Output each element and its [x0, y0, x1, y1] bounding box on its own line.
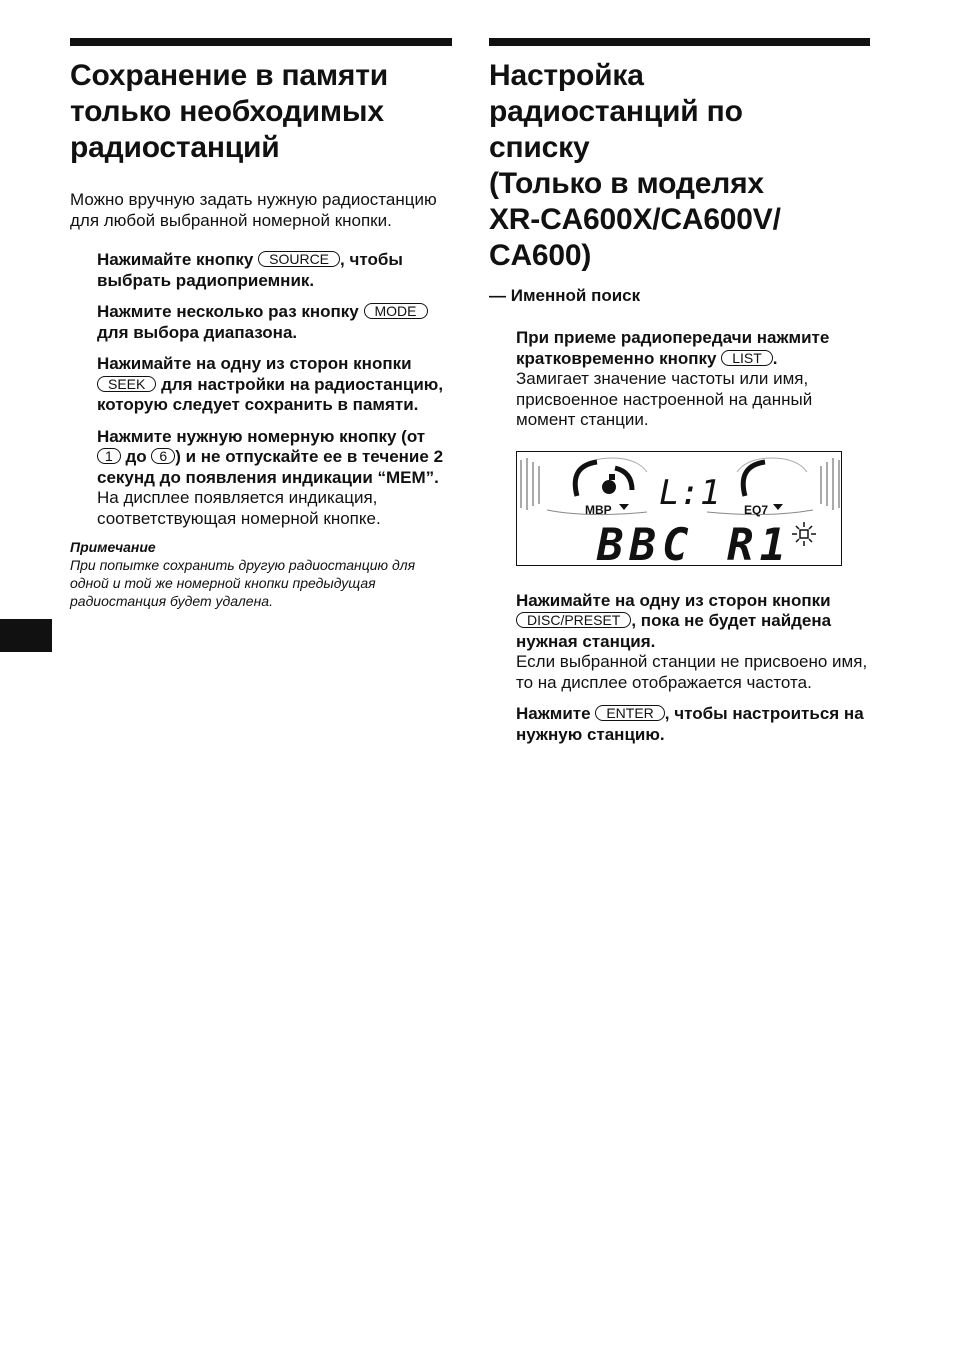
- source-key: SOURCE: [258, 251, 340, 267]
- left-step-2: Нажмите несколько раз кнопку MODE для выбора диапазона.: [97, 302, 452, 343]
- note-text: При попытке сохранить другую радиостанцию для одной и той же номерной кнопки предыдущая радиостанция будет удалена.: [70, 557, 416, 609]
- left-step-4: Нажмите нужную номерную кнопку (от 1 до 6 ) и не отпускайте ее в течение 2 секунд до появления индикации “MEM”. На дисплее появляется индикация, соответствующая номерной кнопке.: [97, 427, 452, 530]
- right-step-3: Нажмите ENTER , чтобы настроиться на нужную станцию.: [516, 704, 864, 744]
- preset-6-key: 6: [151, 448, 175, 464]
- seek-key: SEEK: [97, 376, 156, 392]
- left-dial-arc-2: [615, 468, 632, 490]
- right-step-1: При приеме радиопередачи нажмите кратковременно кнопку LIST . Замигает значение частоты или имя, присвоенное настроенной на данный момент станции.: [516, 328, 870, 431]
- list-key: LIST: [721, 350, 773, 366]
- right-level-bars: [821, 458, 839, 510]
- left-column: [70, 38, 452, 610]
- mbp-arrow: [619, 504, 629, 510]
- mode-key: MODE: [364, 303, 428, 319]
- left-intro: Можно вручную задать нужную радиостанцию для любой выбранной номерной кнопки.: [70, 190, 437, 230]
- eq-label: EQ7: [744, 502, 769, 517]
- eq-arrow: [773, 504, 783, 510]
- left-step-3: Нажимайте на одну из сторон кнопки SEEK для настройки на радиостанцию, которую следует сохранить в памяти.: [97, 354, 444, 414]
- left-title: Сохранение в памяти только необходимых радиостанций: [70, 59, 388, 164]
- section-tab: [0, 619, 52, 652]
- dial-knob: [602, 480, 616, 494]
- disc-preset-key: DISC/PRESET: [516, 612, 631, 628]
- lcd-display-illustration: [516, 451, 842, 566]
- right-step-2: Нажимайте на одну из сторон кнопки DISC/PRESET , пока не будет найдена нужная станция. Если выбранной станции не присвоено имя, то на дисплее отображается частота.: [516, 591, 870, 694]
- preset-1-key: 1: [97, 448, 121, 464]
- right-dial-arc: [743, 462, 765, 496]
- title-rule: [489, 38, 870, 46]
- right-step-2-desc: Если выбранной станции не присвоено имя, то на дисплее отображается частота.: [516, 652, 868, 692]
- blink-icon: [792, 522, 816, 546]
- right-title: Настройка радиостанций по списку (Только в моделях XR-CA600X/CA600V/ CA600): [489, 59, 781, 272]
- title-rule: [70, 38, 452, 46]
- band-readout: L:1: [659, 472, 721, 513]
- lcd-graphic: [517, 452, 843, 567]
- left-level-bars: [521, 458, 539, 510]
- enter-key: ENTER: [595, 705, 664, 721]
- mbp-label: MBP: [585, 502, 612, 517]
- right-step-1-desc: Замигает значение частоты или имя, присвоенное настроенной на данный момент станции.: [516, 369, 813, 429]
- left-step-1: Нажимайте кнопку SOURCE , чтобы выбрать радиоприемник.: [97, 250, 403, 290]
- right-column: [489, 38, 870, 745]
- dial-knob-top: [609, 474, 615, 480]
- right-subtitle: — Именной поиск: [489, 286, 641, 305]
- station-readout: BBC R1: [597, 519, 792, 567]
- note-title: Примечание: [70, 539, 156, 555]
- left-dial-arc: [575, 462, 597, 496]
- left-step-4-desc: На дисплее появляется индикация, соответствующая номерной кнопке.: [97, 488, 381, 528]
